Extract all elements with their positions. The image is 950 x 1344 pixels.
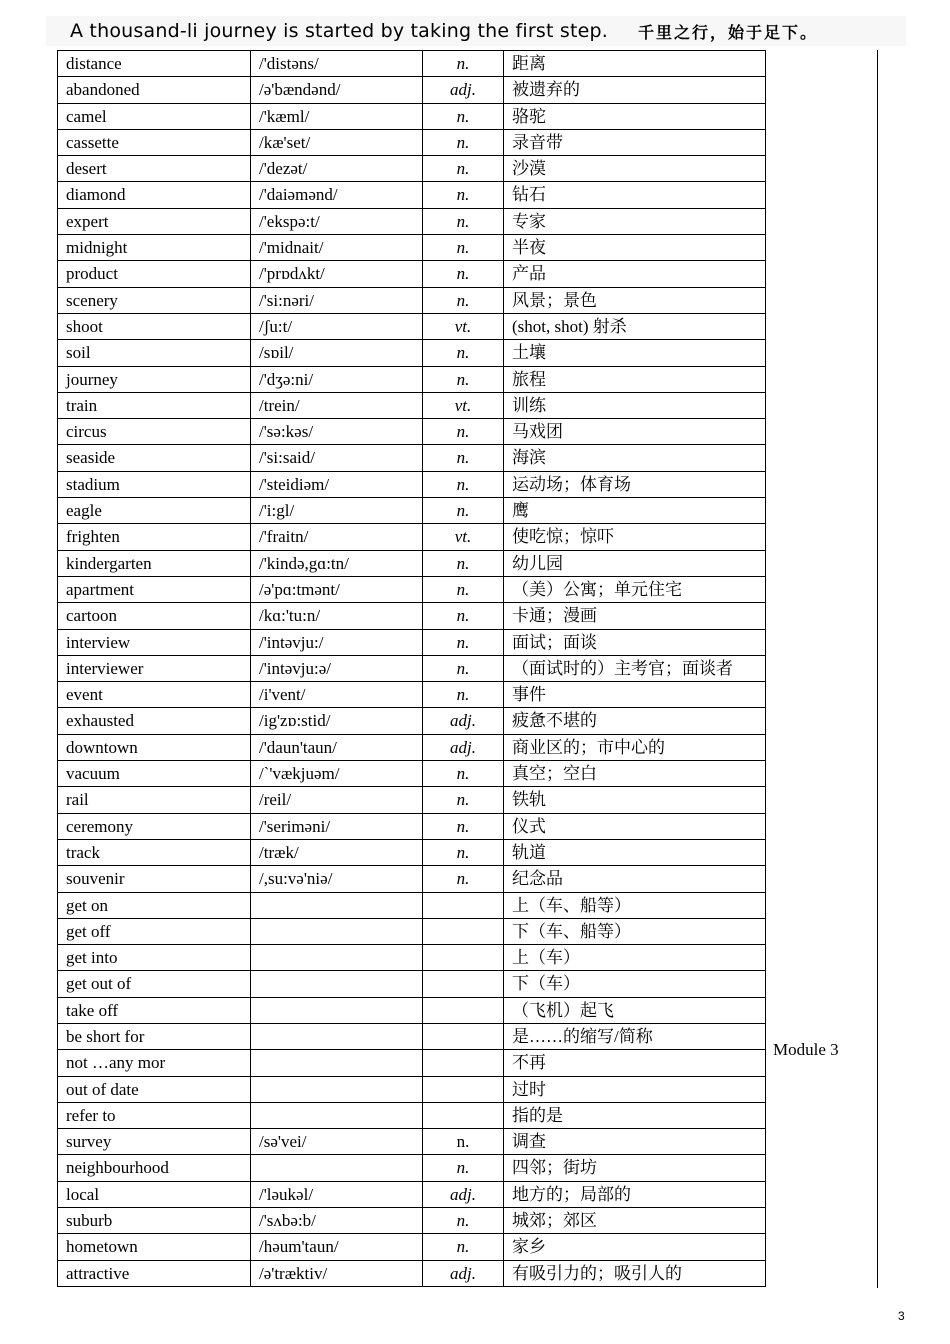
- table-row: [58, 945, 766, 971]
- phonetic-cell: /'seriməni/: [251, 813, 423, 839]
- phonetic-cell: /'ekspə:t/: [251, 208, 423, 234]
- word-cell: downtown: [58, 734, 251, 760]
- meaning-cell: 商业区的；市中心的: [504, 734, 766, 760]
- phonetic-cell: /kæ'set/: [251, 129, 423, 155]
- phonetic-cell: /'kæml/: [251, 103, 423, 129]
- table-row: [58, 813, 766, 839]
- phonetic-cell: [251, 945, 423, 971]
- word-cell: not …any mor: [58, 1050, 251, 1076]
- meaning-cell: (shot, shot) 射杀: [504, 313, 766, 339]
- table-row: [58, 1155, 766, 1181]
- meaning-cell: 距离: [504, 51, 766, 77]
- phonetic-cell: /trein/: [251, 392, 423, 418]
- word-cell: shoot: [58, 313, 251, 339]
- phonetic-cell: [251, 892, 423, 918]
- meaning-cell: 旅程: [504, 366, 766, 392]
- table-row: [58, 445, 766, 471]
- phonetic-cell: /'ləukəl/: [251, 1181, 423, 1207]
- table-row: [58, 787, 766, 813]
- meaning-cell: 有吸引力的；吸引人的: [504, 1260, 766, 1286]
- table-row: [58, 655, 766, 681]
- word-cell: ceremony: [58, 813, 251, 839]
- part-of-speech-cell: adj.: [423, 77, 504, 103]
- word-cell: refer to: [58, 1102, 251, 1128]
- meaning-cell: 专家: [504, 208, 766, 234]
- part-of-speech-cell: n.: [423, 1129, 504, 1155]
- meaning-cell: 家乡: [504, 1234, 766, 1260]
- phonetic-cell: /træk/: [251, 839, 423, 865]
- phonetic-cell: /reil/: [251, 787, 423, 813]
- word-cell: rail: [58, 787, 251, 813]
- phonetic-cell: /'dezət/: [251, 156, 423, 182]
- table-row: [58, 235, 766, 261]
- meaning-cell: 面试；面谈: [504, 629, 766, 655]
- word-cell: cassette: [58, 129, 251, 155]
- table-row: [58, 471, 766, 497]
- vocabulary-table-body: [58, 51, 766, 1287]
- table-row: [58, 208, 766, 234]
- phonetic-cell: [251, 918, 423, 944]
- word-cell: get into: [58, 945, 251, 971]
- meaning-cell: 运动场；体育场: [504, 471, 766, 497]
- phonetic-cell: /'si:nəri/: [251, 287, 423, 313]
- phonetic-cell: /'prɒdʌkt/: [251, 261, 423, 287]
- word-cell: track: [58, 839, 251, 865]
- phonetic-cell: /həum'taun/: [251, 1234, 423, 1260]
- part-of-speech-cell: [423, 1050, 504, 1076]
- part-of-speech-cell: vt.: [423, 392, 504, 418]
- part-of-speech-cell: n.: [423, 261, 504, 287]
- phonetic-cell: /'i:gl/: [251, 498, 423, 524]
- meaning-cell: 使吃惊；惊吓: [504, 524, 766, 550]
- meaning-cell: 录音带: [504, 129, 766, 155]
- meaning-cell: （美）公寓；单元住宅: [504, 576, 766, 602]
- phonetic-cell: /,su:və'niə/: [251, 866, 423, 892]
- phonetic-cell: /ə'pɑ:tmənt/: [251, 576, 423, 602]
- table-row: [58, 366, 766, 392]
- module-label: Module 3: [773, 1040, 839, 1059]
- table-row: [58, 997, 766, 1023]
- table-row: [58, 1023, 766, 1049]
- phonetic-cell: /'steidiəm/: [251, 471, 423, 497]
- table-row: [58, 866, 766, 892]
- part-of-speech-cell: vt.: [423, 313, 504, 339]
- table-row: [58, 1181, 766, 1207]
- meaning-cell: 下（车、船等）: [504, 918, 766, 944]
- meaning-cell: 半夜: [504, 235, 766, 261]
- part-of-speech-cell: adj.: [423, 1181, 504, 1207]
- part-of-speech-cell: [423, 918, 504, 944]
- table-row: [58, 182, 766, 208]
- meaning-cell: 幼儿园: [504, 550, 766, 576]
- table-row: [58, 734, 766, 760]
- part-of-speech-cell: n.: [423, 1155, 504, 1181]
- phonetic-cell: [251, 1102, 423, 1128]
- meaning-cell: （飞机）起飞: [504, 997, 766, 1023]
- word-cell: neighbourhood: [58, 1155, 251, 1181]
- phonetic-cell: /'fraitn/: [251, 524, 423, 550]
- meaning-cell: 调查: [504, 1129, 766, 1155]
- part-of-speech-cell: adj.: [423, 708, 504, 734]
- word-cell: apartment: [58, 576, 251, 602]
- word-cell: kindergarten: [58, 550, 251, 576]
- word-cell: event: [58, 682, 251, 708]
- part-of-speech-cell: n.: [423, 813, 504, 839]
- table-row: [58, 839, 766, 865]
- meaning-cell: 钻石: [504, 182, 766, 208]
- meaning-cell: 训练: [504, 392, 766, 418]
- part-of-speech-cell: n.: [423, 419, 504, 445]
- meaning-cell: 骆驼: [504, 103, 766, 129]
- part-of-speech-cell: n.: [423, 1208, 504, 1234]
- table-row: [58, 392, 766, 418]
- word-cell: scenery: [58, 287, 251, 313]
- word-cell: train: [58, 392, 251, 418]
- page-number: 3: [898, 1309, 905, 1323]
- part-of-speech-cell: n.: [423, 182, 504, 208]
- word-cell: soil: [58, 340, 251, 366]
- part-of-speech-cell: n.: [423, 498, 504, 524]
- table-row: [58, 550, 766, 576]
- table-row: [58, 313, 766, 339]
- word-cell: midnight: [58, 235, 251, 261]
- part-of-speech-cell: n.: [423, 51, 504, 77]
- table-row: [58, 629, 766, 655]
- phonetic-cell: /'midnait/: [251, 235, 423, 261]
- table-row: [58, 761, 766, 787]
- table-row: [58, 576, 766, 602]
- header-banner: [46, 16, 906, 46]
- meaning-cell: 地方的；局部的: [504, 1181, 766, 1207]
- phonetic-cell: /i'vent/: [251, 682, 423, 708]
- table-row: [58, 1102, 766, 1128]
- meaning-cell: 海滨: [504, 445, 766, 471]
- table-row: [58, 603, 766, 629]
- phonetic-cell: [251, 1023, 423, 1049]
- motto-chinese: 千里之行，始于足下。: [637, 22, 818, 42]
- phonetic-cell: /ə'bændənd/: [251, 77, 423, 103]
- phonetic-cell: /'dʒə:ni/: [251, 366, 423, 392]
- word-cell: get off: [58, 918, 251, 944]
- word-cell: interviewer: [58, 655, 251, 681]
- word-cell: souvenir: [58, 866, 251, 892]
- word-cell: stadium: [58, 471, 251, 497]
- word-cell: take off: [58, 997, 251, 1023]
- word-cell: frighten: [58, 524, 251, 550]
- table-row: [58, 1208, 766, 1234]
- word-cell: journey: [58, 366, 251, 392]
- table-row: [58, 1129, 766, 1155]
- word-cell: desert: [58, 156, 251, 182]
- table-row: [58, 261, 766, 287]
- table-row: [58, 971, 766, 997]
- table-row: [58, 156, 766, 182]
- meaning-cell: 上（车、船等）: [504, 892, 766, 918]
- phonetic-cell: [251, 997, 423, 1023]
- phonetic-cell: /'sʌbə:b/: [251, 1208, 423, 1234]
- word-cell: diamond: [58, 182, 251, 208]
- phonetic-cell: /'intəvju:ə/: [251, 655, 423, 681]
- meaning-cell: 土壤: [504, 340, 766, 366]
- part-of-speech-cell: [423, 997, 504, 1023]
- part-of-speech-cell: adj.: [423, 1260, 504, 1286]
- meaning-cell: 下（车）: [504, 971, 766, 997]
- phonetic-cell: [251, 1050, 423, 1076]
- phonetic-cell: /ə'træktiv/: [251, 1260, 423, 1286]
- phonetic-cell: /ʃu:t/: [251, 313, 423, 339]
- word-cell: suburb: [58, 1208, 251, 1234]
- word-cell: interview: [58, 629, 251, 655]
- word-cell: camel: [58, 103, 251, 129]
- word-cell: seaside: [58, 445, 251, 471]
- table-row: [58, 498, 766, 524]
- phonetic-cell: [251, 1076, 423, 1102]
- word-cell: cartoon: [58, 603, 251, 629]
- meaning-cell: 卡通；漫画: [504, 603, 766, 629]
- table-row: [58, 51, 766, 77]
- table-row: [58, 1234, 766, 1260]
- part-of-speech-cell: [423, 1102, 504, 1128]
- module-divider: [877, 50, 878, 1288]
- phonetic-cell: /'daiəmənd/: [251, 182, 423, 208]
- phonetic-cell: /'sə:kəs/: [251, 419, 423, 445]
- table-row: [58, 103, 766, 129]
- phonetic-cell: /'si:said/: [251, 445, 423, 471]
- table-row: [58, 708, 766, 734]
- meaning-cell: 纪念品: [504, 866, 766, 892]
- vocabulary-table: [57, 50, 766, 1287]
- meaning-cell: 鹰: [504, 498, 766, 524]
- table-row: [58, 77, 766, 103]
- word-cell: distance: [58, 51, 251, 77]
- meaning-cell: 指的是: [504, 1102, 766, 1128]
- part-of-speech-cell: n.: [423, 682, 504, 708]
- meaning-cell: 铁轨: [504, 787, 766, 813]
- part-of-speech-cell: [423, 1076, 504, 1102]
- part-of-speech-cell: n.: [423, 208, 504, 234]
- table-row: [58, 1050, 766, 1076]
- table-row: [58, 892, 766, 918]
- part-of-speech-cell: n.: [423, 129, 504, 155]
- part-of-speech-cell: n.: [423, 103, 504, 129]
- meaning-cell: 事件: [504, 682, 766, 708]
- part-of-speech-cell: n.: [423, 445, 504, 471]
- part-of-speech-cell: n.: [423, 603, 504, 629]
- part-of-speech-cell: n.: [423, 471, 504, 497]
- table-row: [58, 918, 766, 944]
- meaning-cell: 城郊；郊区: [504, 1208, 766, 1234]
- part-of-speech-cell: adj.: [423, 734, 504, 760]
- table-row: [58, 287, 766, 313]
- word-cell: get on: [58, 892, 251, 918]
- part-of-speech-cell: vt.: [423, 524, 504, 550]
- meaning-cell: 四邻；街坊: [504, 1155, 766, 1181]
- meaning-cell: 产品: [504, 261, 766, 287]
- part-of-speech-cell: n.: [423, 761, 504, 787]
- part-of-speech-cell: n.: [423, 655, 504, 681]
- part-of-speech-cell: n.: [423, 366, 504, 392]
- part-of-speech-cell: n.: [423, 1234, 504, 1260]
- part-of-speech-cell: n.: [423, 340, 504, 366]
- part-of-speech-cell: [423, 892, 504, 918]
- phonetic-cell: /ˋ'vækjuəm/: [251, 761, 423, 787]
- phonetic-cell: [251, 1155, 423, 1181]
- word-cell: product: [58, 261, 251, 287]
- phonetic-cell: /'intəvju:/: [251, 629, 423, 655]
- phonetic-cell: /ig'zɒ:stid/: [251, 708, 423, 734]
- part-of-speech-cell: [423, 1023, 504, 1049]
- phonetic-cell: /'distəns/: [251, 51, 423, 77]
- meaning-cell: 疲惫不堪的: [504, 708, 766, 734]
- part-of-speech-cell: [423, 971, 504, 997]
- table-row: [58, 340, 766, 366]
- meaning-cell: 不再: [504, 1050, 766, 1076]
- word-cell: exhausted: [58, 708, 251, 734]
- meaning-cell: 仪式: [504, 813, 766, 839]
- meaning-cell: 被遗弃的: [504, 77, 766, 103]
- phonetic-cell: /sɒil/: [251, 340, 423, 366]
- motto-english: A thousand-li journey is started by taking the first step.: [70, 20, 608, 42]
- part-of-speech-cell: n.: [423, 629, 504, 655]
- phonetic-cell: /kɑ:'tu:n/: [251, 603, 423, 629]
- part-of-speech-cell: [423, 945, 504, 971]
- table-row: [58, 1260, 766, 1286]
- word-cell: eagle: [58, 498, 251, 524]
- phonetic-cell: /sə'vei/: [251, 1129, 423, 1155]
- phonetic-cell: /'kində,gɑ:tn/: [251, 550, 423, 576]
- table-row: [58, 1076, 766, 1102]
- word-cell: vacuum: [58, 761, 251, 787]
- meaning-cell: （面试时的）主考官；面谈者: [504, 655, 766, 681]
- part-of-speech-cell: n.: [423, 235, 504, 261]
- table-row: [58, 524, 766, 550]
- word-cell: abandoned: [58, 77, 251, 103]
- part-of-speech-cell: n.: [423, 839, 504, 865]
- meaning-cell: 马戏团: [504, 419, 766, 445]
- word-cell: expert: [58, 208, 251, 234]
- phonetic-cell: [251, 971, 423, 997]
- part-of-speech-cell: n.: [423, 787, 504, 813]
- meaning-cell: 过时: [504, 1076, 766, 1102]
- part-of-speech-cell: n.: [423, 287, 504, 313]
- word-cell: survey: [58, 1129, 251, 1155]
- word-cell: attractive: [58, 1260, 251, 1286]
- meaning-cell: 风景；景色: [504, 287, 766, 313]
- meaning-cell: 沙漠: [504, 156, 766, 182]
- word-cell: circus: [58, 419, 251, 445]
- word-cell: be short for: [58, 1023, 251, 1049]
- word-cell: local: [58, 1181, 251, 1207]
- part-of-speech-cell: n.: [423, 576, 504, 602]
- table-row: [58, 682, 766, 708]
- meaning-cell: 上（车）: [504, 945, 766, 971]
- table-row: [58, 129, 766, 155]
- phonetic-cell: /'daun'taun/: [251, 734, 423, 760]
- table-row: [58, 419, 766, 445]
- word-cell: out of date: [58, 1076, 251, 1102]
- word-cell: hometown: [58, 1234, 251, 1260]
- part-of-speech-cell: n.: [423, 866, 504, 892]
- part-of-speech-cell: n.: [423, 156, 504, 182]
- word-cell: get out of: [58, 971, 251, 997]
- meaning-cell: 是……的缩写/简称: [504, 1023, 766, 1049]
- meaning-cell: 轨道: [504, 839, 766, 865]
- meaning-cell: 真空；空白: [504, 761, 766, 787]
- part-of-speech-cell: n.: [423, 550, 504, 576]
